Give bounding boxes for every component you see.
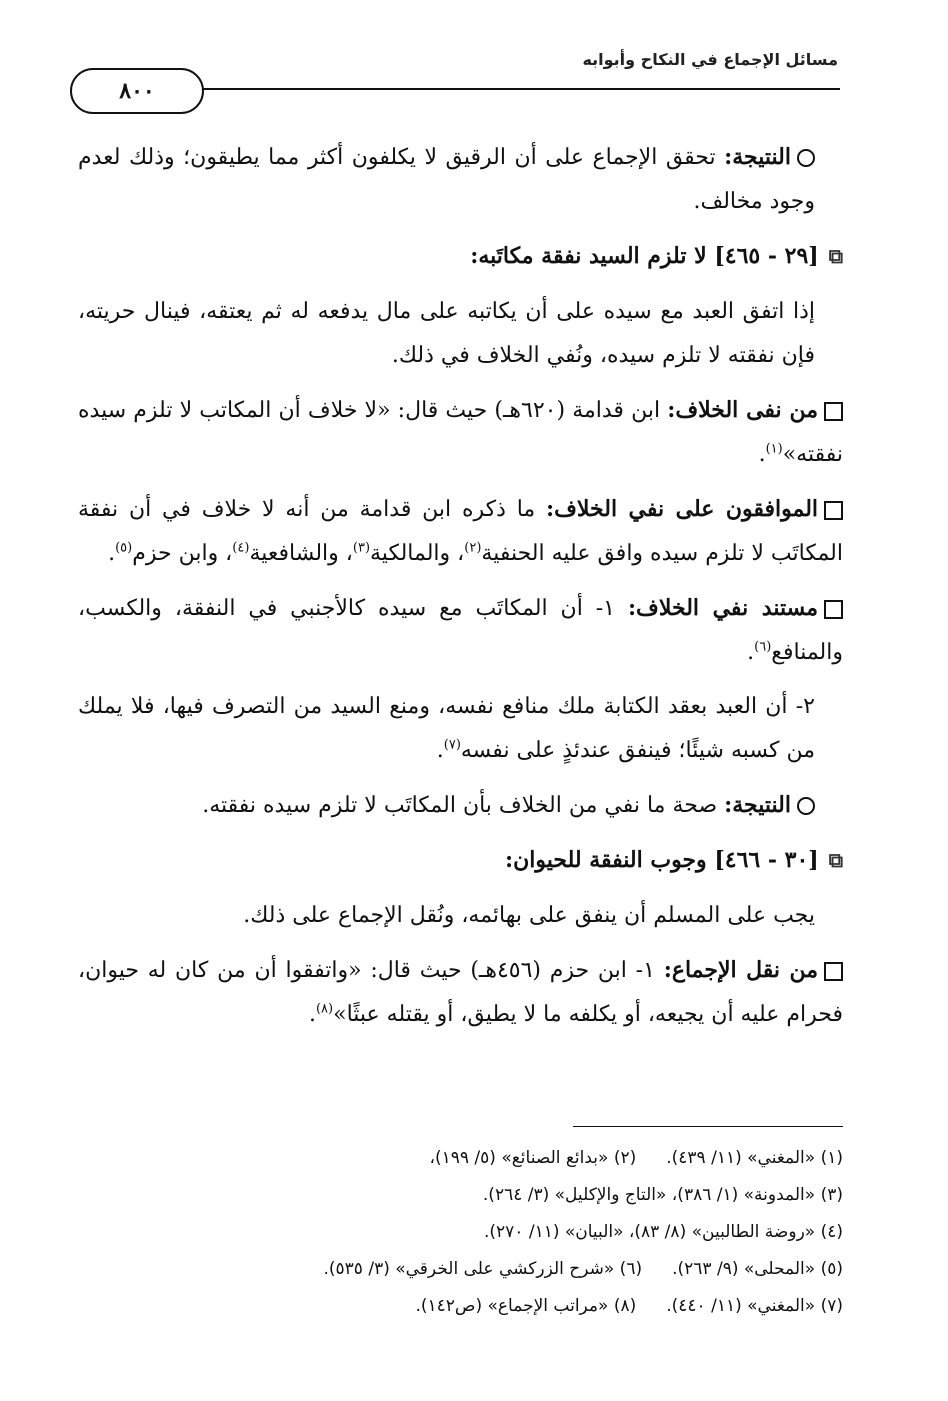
- footnote-6: (٦) «شرح الزركشي على الخرقي» (٣/ ٥٣٥).: [323, 1259, 643, 1279]
- section-copy-icon: ⧉: [828, 244, 843, 268]
- square-bullet-icon: [824, 402, 843, 421]
- footnote-7: (٧) «المغني» (١١/ ٤٤٠).: [666, 1296, 843, 1316]
- footnote-row: [78, 1251, 843, 1288]
- basis-paragraph: مستند نفي الخلاف: ١- أن المكاتَب مع سيده كالأجنبي في النفقة، والكسب، والمنافع$^{(٦)}$.: [78, 595, 843, 665]
- section-heading-29: ⧉ [٢٩ - ٤٦٥] لا تلزم السيد نفقة مكاتَبه:: [78, 234, 843, 278]
- footnote-4: (٤) «روضة الطالبين» (٨/ ٨٣)، «البيان» (١١/ ٢٧٠).: [483, 1222, 843, 1242]
- footnote-3: (٣) «المدونة» (١/ ٣٨٦)، «التاج والإكليل» (٣/ ٢٦٤).: [482, 1185, 843, 1205]
- section-copy-icon: ⧉: [828, 848, 843, 872]
- circle-bullet-icon: [797, 797, 815, 815]
- square-bullet-icon: [824, 962, 843, 981]
- square-bullet-icon: [824, 501, 843, 520]
- intro-paragraph-2: يجب على المسلم أن ينفق على بهائمه، ونُقل الإجماع على ذلك.: [243, 903, 815, 928]
- result-paragraph-1: النتيجة: تحقق الإجماع على أن الرقيق لا يكلفون أكثر مما يطيقون؛ وذلك لعدم وجود مخالف.: [78, 144, 815, 214]
- consensus-paragraph: من نقل الإجماع: ١- ابن حزم (٤٥٦هـ) حيث قال: «واتفقوا أن من كان له حيوان، فحرام عليه أن يجيعه، أو يكلفه ما لا يطيق، أو يقتله عبثًا»$^{(٨)}$.: [78, 957, 843, 1027]
- footnote-row: [78, 1288, 843, 1325]
- denier-paragraph: من نفى الخلاف: ابن قدامة (٦٢٠هـ) حيث قال: «لا خلاف أن المكاتب لا تلزم سيده نفقته»$^{(١)}$.: [78, 397, 843, 467]
- footnote-8: (٨) «مراتب الإجماع» (ص١٤٢).: [415, 1296, 637, 1316]
- footnote-2: (٢) «بدائع الصنائع» (٥/ ١٩٩)،: [429, 1148, 637, 1168]
- header-rule: [120, 88, 840, 90]
- page-number: ٨٠٠: [70, 68, 204, 114]
- square-bullet-icon: [824, 600, 843, 619]
- basis-point-2: ٢- أن العبد بعقد الكتابة ملك منافع نفسه، ومنع السيد من التصرف فيها، فلا يملك من كسبه شيئًا؛ فينفق عندئذٍ على نفسه$^{(٧)}$.: [78, 694, 815, 763]
- footnote-1: (١) «المغني» (١١/ ٤٣٩).: [666, 1148, 843, 1168]
- footnote-row: [78, 1140, 843, 1177]
- footnote-row: [78, 1214, 843, 1251]
- footnotes: [78, 1140, 843, 1325]
- footnote-row: [78, 1177, 843, 1214]
- intro-paragraph-1: إذا اتفق العبد مع سيده على أن يكاتبه على مال يدفعه له ثم يعتقه، فينال حريته، فإن نفقته لا تلزم سيده، ونُفي الخلاف في ذلك.: [78, 299, 815, 368]
- footnote-5: (٥) «المحلى» (٩/ ٢٦٣).: [672, 1259, 843, 1279]
- section-heading-30: ⧉ [٣٠ - ٤٦٦] وجوب النفقة للحيوان:: [78, 838, 843, 882]
- circle-bullet-icon: [797, 149, 815, 167]
- main-text: [78, 135, 843, 1047]
- footnote-separator: [573, 1126, 843, 1127]
- result-paragraph-2: النتيجة: صحة ما نفي من الخلاف بأن المكاتَب لا تلزم سيده نفقته.: [78, 783, 843, 828]
- running-title: مسائل الإجماع في النكاح وأبوابه: [582, 50, 838, 69]
- agreement-paragraph: الموافقون على نفي الخلاف: ما ذكره ابن قدامة من أنه لا خلاف في أن نفقة المكاتَب لا تلزم سيده وافق عليه الحنفية$^{(٢)}$، والمالكية$^{(٣)}$، والشافعية$^{(٤)}$، وابن حزم$^{(٥)}$.: [78, 496, 843, 566]
